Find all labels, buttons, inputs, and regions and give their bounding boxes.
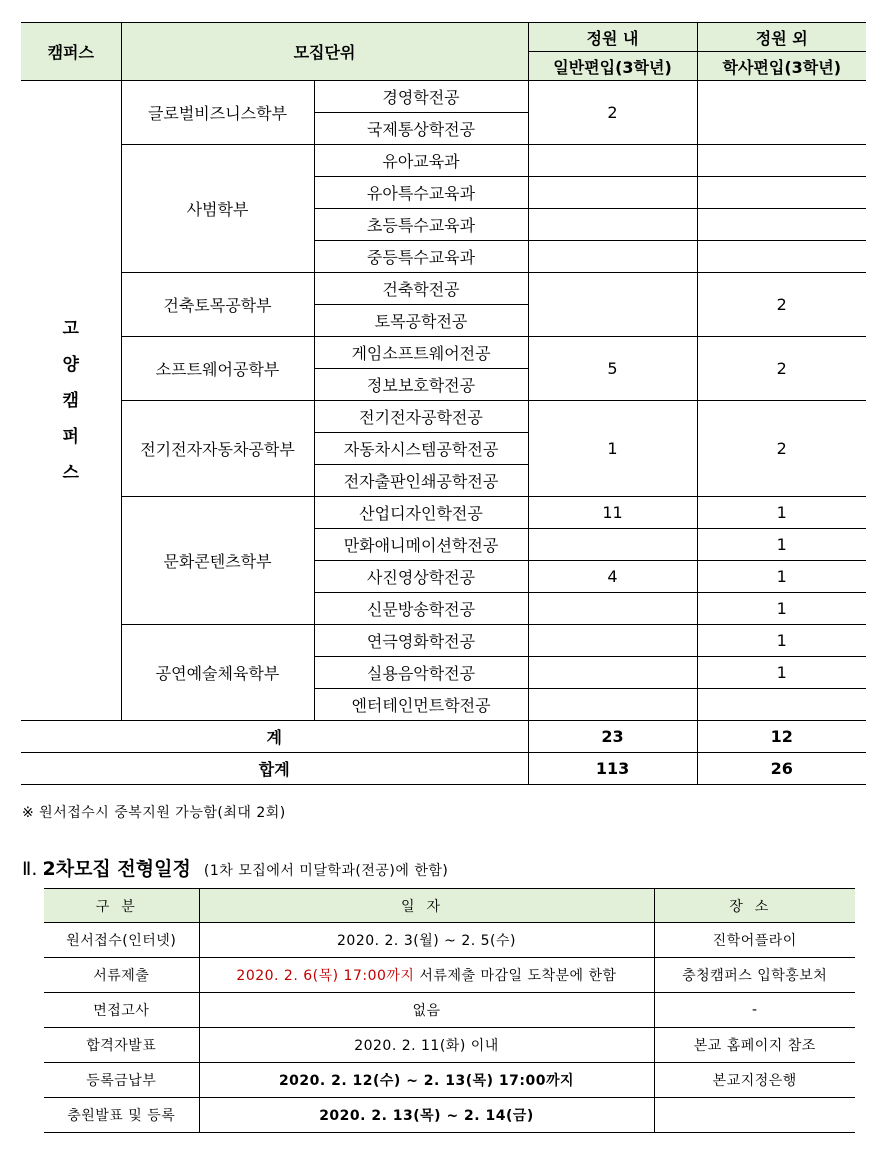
schedule-place: 진학어플라이 bbox=[654, 923, 855, 958]
in-quota-value bbox=[528, 241, 697, 273]
table-row bbox=[44, 1028, 855, 1063]
dept-name: 공연예술체육학부 bbox=[121, 625, 314, 721]
schedule-item: 등록금납부 bbox=[44, 1063, 199, 1098]
schedule-date bbox=[199, 958, 654, 993]
major-name: 유아교육과 bbox=[314, 145, 528, 177]
header-category: 구분 bbox=[44, 889, 199, 923]
schedule-date: 2020. 2. 11(화) 이내 bbox=[199, 1028, 654, 1063]
dept-name: 소프트웨어공학부 bbox=[121, 337, 314, 401]
major-name: 만화애니메이션학전공 bbox=[314, 529, 528, 561]
major-name: 게임소프트웨어전공 bbox=[314, 337, 528, 369]
schedule-date: 2020. 2. 3(월) ~ 2. 5(수) bbox=[199, 923, 654, 958]
section-subtitle: (1차 모집에서 미달학과(전공)에 한함) bbox=[203, 863, 449, 879]
out-quota-value bbox=[697, 689, 866, 721]
out-quota-value: 2 bbox=[697, 273, 866, 337]
recruitment-quota-table bbox=[21, 22, 866, 785]
out-quota-value bbox=[697, 145, 866, 177]
deadline-condition: 서류제출 마감일 도착분에 한함 bbox=[414, 968, 617, 984]
subtotal-label: 계 bbox=[21, 721, 528, 753]
table-row bbox=[44, 958, 855, 993]
out-quota-value bbox=[697, 209, 866, 241]
schedule-table bbox=[44, 888, 855, 1133]
in-quota-value bbox=[528, 689, 697, 721]
dept-name: 문화콘텐츠학부 bbox=[121, 497, 314, 625]
in-quota-value bbox=[528, 273, 697, 337]
schedule-item: 서류제출 bbox=[44, 958, 199, 993]
table-row bbox=[44, 1063, 855, 1098]
header-unit: 모집단위 bbox=[121, 23, 528, 81]
schedule-place: 본교지정은행 bbox=[654, 1063, 855, 1098]
major-name: 신문방송학전공 bbox=[314, 593, 528, 625]
out-quota-value: 2 bbox=[697, 401, 866, 497]
in-quota-value bbox=[528, 657, 697, 689]
campus-name: 고 양 캠 퍼 스 bbox=[21, 81, 121, 721]
schedule-item: 면접고사 bbox=[44, 993, 199, 1028]
subtotal-out: 12 bbox=[697, 721, 866, 753]
out-quota-value bbox=[697, 177, 866, 209]
in-quota-value: 11 bbox=[528, 497, 697, 529]
major-name: 산업디자인학전공 bbox=[314, 497, 528, 529]
table-row bbox=[44, 1098, 855, 1133]
header-in-quota-sub: 일반편입(3학년) bbox=[528, 52, 697, 81]
header-place: 장소 bbox=[654, 889, 855, 923]
in-quota-value: 1 bbox=[528, 401, 697, 497]
major-name: 연극영화학전공 bbox=[314, 625, 528, 657]
section-heading bbox=[22, 854, 448, 881]
out-quota-value bbox=[697, 81, 866, 145]
major-name: 건축학전공 bbox=[314, 273, 528, 305]
out-quota-value: 1 bbox=[697, 657, 866, 689]
major-name: 유아특수교육과 bbox=[314, 177, 528, 209]
dept-name: 건축토목공학부 bbox=[121, 273, 314, 337]
dept-name: 사범학부 bbox=[121, 145, 314, 273]
out-quota-value bbox=[697, 241, 866, 273]
schedule-item: 원서접수(인터넷) bbox=[44, 923, 199, 958]
in-quota-value bbox=[528, 209, 697, 241]
header-campus: 캠퍼스 bbox=[21, 23, 121, 81]
duplicate-application-note: ※ 원서접수시 중복지원 가능함(최대 2회) bbox=[22, 805, 286, 821]
in-quota-value bbox=[528, 593, 697, 625]
in-quota-value bbox=[528, 145, 697, 177]
in-quota-value: 5 bbox=[528, 337, 697, 401]
schedule-place bbox=[654, 1098, 855, 1133]
schedule-item: 충원발표 및 등록 bbox=[44, 1098, 199, 1133]
dept-name: 전기전자자동차공학부 bbox=[121, 401, 314, 497]
major-name: 정보보호학전공 bbox=[314, 369, 528, 401]
header-date: 일자 bbox=[199, 889, 654, 923]
major-name: 국제통상학전공 bbox=[314, 113, 528, 145]
major-name: 실용음악학전공 bbox=[314, 657, 528, 689]
major-name: 초등특수교육과 bbox=[314, 209, 528, 241]
out-quota-value: 1 bbox=[697, 529, 866, 561]
out-quota-value: 1 bbox=[697, 625, 866, 657]
header-out-quota: 정원 외 bbox=[697, 23, 866, 52]
in-quota-value: 4 bbox=[528, 561, 697, 593]
schedule-date: 2020. 2. 12(수) ~ 2. 13(목) 17:00까지 bbox=[199, 1063, 654, 1098]
schedule-place: 충청캠퍼스 입학홍보처 bbox=[654, 958, 855, 993]
schedule-item: 합격자발표 bbox=[44, 1028, 199, 1063]
major-name: 사진영상학전공 bbox=[314, 561, 528, 593]
major-name: 중등특수교육과 bbox=[314, 241, 528, 273]
section-number: Ⅱ. bbox=[22, 858, 38, 880]
out-quota-value: 2 bbox=[697, 337, 866, 401]
major-name: 토목공학전공 bbox=[314, 305, 528, 337]
subtotal-in: 23 bbox=[528, 721, 697, 753]
schedule-place: 본교 홈페이지 참조 bbox=[654, 1028, 855, 1063]
in-quota-value bbox=[528, 625, 697, 657]
total-in: 113 bbox=[528, 753, 697, 785]
schedule-date: 2020. 2. 13(목) ~ 2. 14(금) bbox=[199, 1098, 654, 1133]
total-label: 합계 bbox=[21, 753, 528, 785]
in-quota-value bbox=[528, 529, 697, 561]
header-in-quota: 정원 내 bbox=[528, 23, 697, 52]
dept-name: 글로벌비즈니스학부 bbox=[121, 81, 314, 145]
major-name: 경영학전공 bbox=[314, 81, 528, 113]
major-name: 자동차시스템공학전공 bbox=[314, 433, 528, 465]
in-quota-value bbox=[528, 177, 697, 209]
major-name: 전자출판인쇄공학전공 bbox=[314, 465, 528, 497]
out-quota-value: 1 bbox=[697, 593, 866, 625]
total-out: 26 bbox=[697, 753, 866, 785]
table-row bbox=[44, 923, 855, 958]
deadline-highlight: 2020. 2. 6(목) 17:00까지 bbox=[236, 968, 415, 984]
in-quota-value: 2 bbox=[528, 81, 697, 145]
section-title: 2차모집 전형일정 bbox=[42, 858, 191, 880]
out-quota-value: 1 bbox=[697, 497, 866, 529]
out-quota-value: 1 bbox=[697, 561, 866, 593]
schedule-place: - bbox=[654, 993, 855, 1028]
major-name: 전기전자공학전공 bbox=[314, 401, 528, 433]
schedule-date: 없음 bbox=[199, 993, 654, 1028]
table-row bbox=[44, 993, 855, 1028]
major-name: 엔터테인먼트학전공 bbox=[314, 689, 528, 721]
header-out-quota-sub: 학사편입(3학년) bbox=[697, 52, 866, 81]
